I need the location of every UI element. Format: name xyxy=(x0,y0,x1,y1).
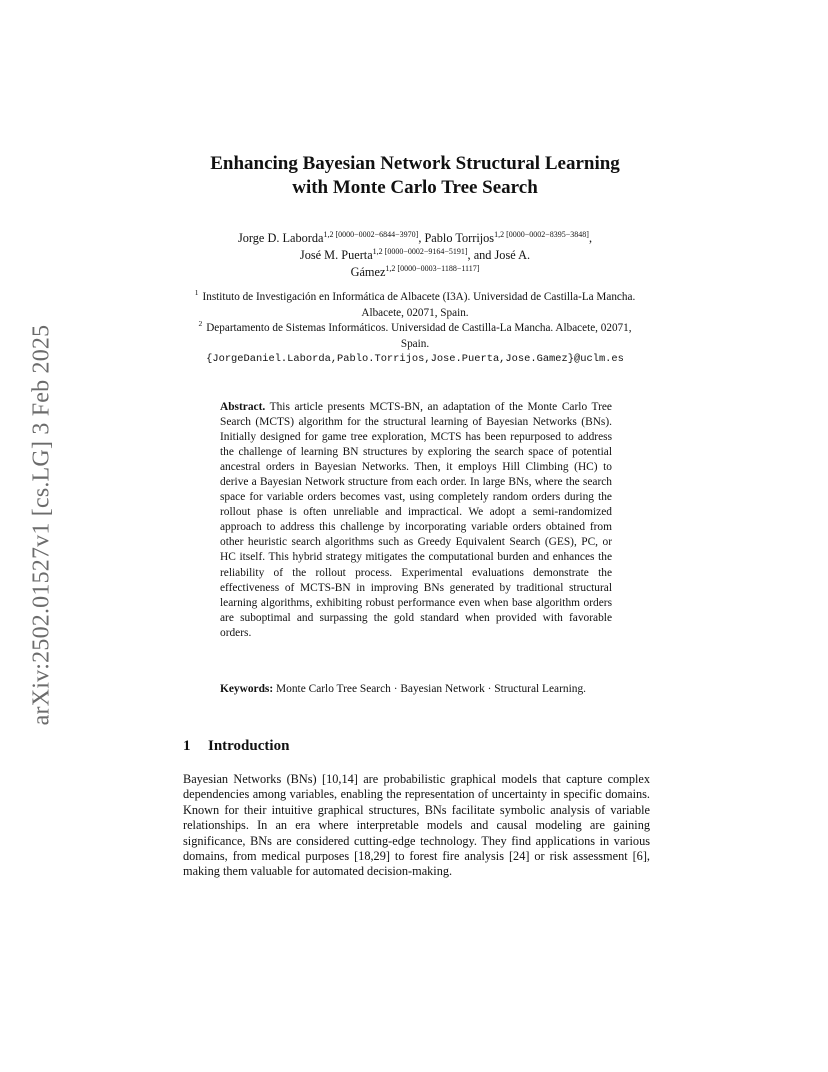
abstract-text: This article presents MCTS-BN, an adaptation of the Monte Carlo Tree Search (MCTS) algorithm for the structural learning of Bayesian Networks (BNs). Initially designed for game tree exploration, MCTS has been repurposed to address the challenge of learning BN structures by exploring the search space of potential ancestral orders in Bayesian Networks. Then, it employs Hill Climbing (HC) to derive a Bayesian Network structure from each order. In large BNs, where the search space for variable orders becomes vast, using completely random orders during the rollout phase is often unreliable and impractical. We adopt a semi-randomized approach to address this challenge by incorporating variable orders obtained from other heuristic search algorithms such as Greedy Equivalent Search (GES), PC, or HC itself. This hybrid strategy mitigates the computational burden and enhances the reliability of the rollout process. Experimental evaluations demonstrate the effectiveness of MCTS-BN in improving BNs generated by traditional structural learning algorithms, exhibiting robust performance even when base algorithm orders are suboptimal and surpassing the gold standard when provided with favorable orders. xyxy=(220,401,612,639)
author-separator: , xyxy=(418,231,425,245)
affiliation-item xyxy=(185,290,645,321)
author-affiliation-orcid: 1,2 [0000−0002−9164−5191] xyxy=(372,246,468,256)
author-line-2 xyxy=(170,247,660,264)
keywords xyxy=(220,682,612,697)
author-name: Gámez xyxy=(350,265,386,279)
author-separator: , xyxy=(588,231,593,245)
author-name: Jorge D. Laborda xyxy=(237,231,324,245)
author-line-1 xyxy=(170,230,660,247)
author-list xyxy=(170,230,660,281)
affiliations xyxy=(185,290,645,368)
intro-paragraph: Bayesian Networks (BNs) [10,14] are probabilistic graphical models that capture complex dependencies among variables, enabling the representation of uncertainty in specific domains. Known for their intuitive graphical structures, BNs facilitate symbolic analysis of variable relationships. In an era where interpretable models and causal modeling are gaining significance, BNs are considered cutting-edge technology. They find applications in various domains, from medical purposes [18,29] to forest fire analysis [24] or risk assessment [6], making them valuable for automated decision-making. xyxy=(183,772,650,879)
keywords-text: Monte Carlo Tree Search · Bayesian Network · Structural Learning. xyxy=(276,683,587,695)
section-title: Introduction xyxy=(208,738,290,754)
author-affiliation-orcid: 1,2 [0000−0002−6844−3970] xyxy=(323,229,419,239)
keywords-label: Keywords: xyxy=(220,683,274,695)
section-number: 1 xyxy=(183,738,191,754)
author-affiliation-orcid: 1,2 [0000−0002−8395−3848] xyxy=(494,229,589,239)
title-line-1: Enhancing Bayesian Network Structural Learning xyxy=(210,153,620,174)
section-heading xyxy=(183,738,289,755)
author-emails: {JorgeDaniel.Laborda,Pablo.Torrijos,Jose.Puerta,Jose.Gamez}@uclm.es xyxy=(206,353,624,365)
author-name: José M. Puerta xyxy=(299,248,373,262)
title-line-2: with Monte Carlo Tree Search xyxy=(292,177,538,198)
author-affiliation-orcid: 1,2 [0000−0003−1188−1117] xyxy=(385,263,480,273)
affiliation-number: 2 xyxy=(198,319,203,329)
author-name: Pablo Torrijos xyxy=(424,231,495,245)
affiliation-text: Departamento de Sistemas Informáticos. Universidad de Castilla-La Mancha. Albacete, 02071, Spain. xyxy=(206,322,632,350)
affiliation-text: Instituto de Investigación en Informática de Albacete (I3A). Universidad de Castilla-La Mancha. Albacete, 02071, Spain. xyxy=(202,291,636,319)
paper-title xyxy=(150,152,680,200)
affiliation-item xyxy=(185,321,645,352)
author-separator: , and José A. xyxy=(467,248,531,262)
author-line-3 xyxy=(170,264,660,281)
abstract xyxy=(220,400,612,641)
arxiv-stamp: arXiv:2502.01527v1 [cs.LG] 3 Feb 2025 xyxy=(28,324,55,726)
affiliation-number: 1 xyxy=(194,288,199,298)
abstract-label: Abstract. xyxy=(220,401,266,413)
